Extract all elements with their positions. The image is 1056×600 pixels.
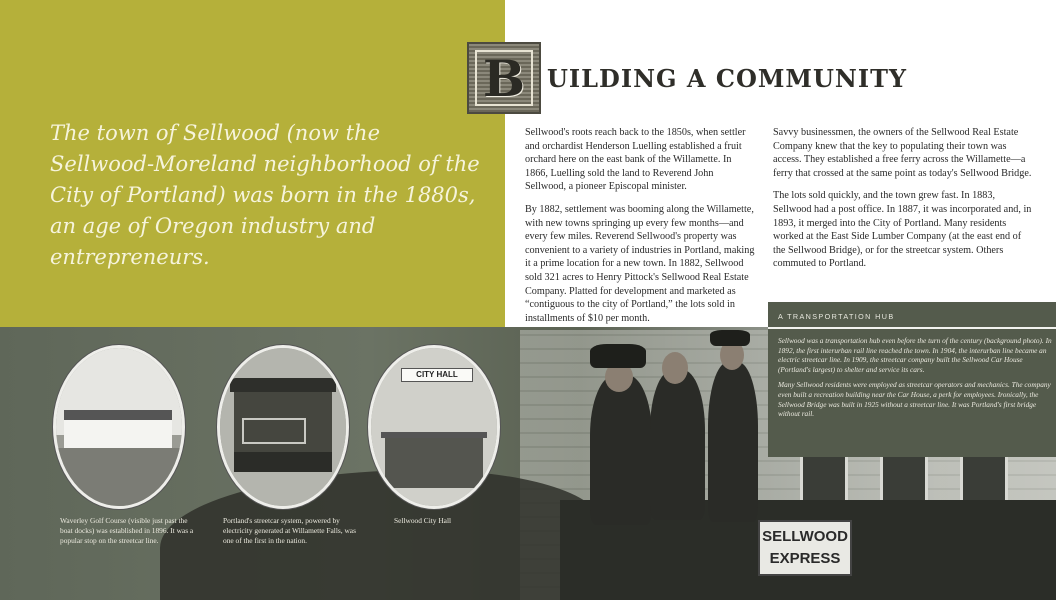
streetcar-photo bbox=[217, 345, 349, 509]
sign-line: SELLWOOD bbox=[762, 528, 848, 545]
photo-caption: Portland's streetcar system, powered by electricity generated at Willamette Falls, was one of the first in the nation. bbox=[223, 516, 356, 545]
photo-caption: Sellwood City Hall bbox=[394, 516, 452, 525]
people-on-wagon bbox=[560, 330, 780, 520]
title-text: UILDING A COMMUNITY bbox=[547, 64, 908, 93]
golf-course-photo bbox=[53, 345, 185, 509]
city-hall-photo bbox=[368, 345, 500, 509]
sidebar-title: A TRANSPORTATION HUB bbox=[778, 312, 895, 321]
city-hall-sign: CITY HALL bbox=[401, 368, 473, 382]
paragraph: Many Sellwood residents were employed as streetcar operators and mechanics. The company even built a recreation building near the Car House, a perk for employees. Ironically, the Sellwood Bridge was built in 1925 without a streetcar line. It was Portland's first bridge without rail. bbox=[778, 380, 1051, 419]
dropcap-box bbox=[467, 42, 541, 114]
transportation-hub-panel bbox=[768, 302, 1056, 457]
intro-text: The town of Sellwood (now the Sellwood-Moreland neighborhood of the City of Portland) was born in the 1880s, an age of Oregon industry and entrepreneurs. bbox=[50, 121, 480, 269]
body-column-2 bbox=[773, 126, 1035, 280]
body-column-1 bbox=[525, 126, 755, 334]
paragraph: Savvy businessmen, the owners of the Sellwood Real Estate Company knew that the key to populating their town was access. They established a free ferry across the Willamette—a ferry that crossed at the same point as today's Sellwood Bridge. bbox=[773, 127, 1032, 179]
paragraph: By 1882, settlement was booming along the Willamette, with new towns springing up every few months—and every few miles. Reverend Sellwood's property was convenient to a variety of industries in Portland, making it a prime location for a new town. In 1882, Sellwood sold 321 acres to Henry Pittock's Sellwood Real Estate Company. Platted for development and marketed as “contiguous to the city of Portland,” the lots sold in installments of $10 per month. bbox=[525, 203, 755, 324]
sidebar-text bbox=[778, 336, 1053, 425]
photo-caption: Waverley Golf Course (visible just past the boat docks) was established in 1896. It was a popular stop on the streetcar line. bbox=[60, 516, 194, 545]
sign-line: EXPRESS bbox=[769, 550, 841, 567]
paragraph: The lots sold quickly, and the town grew fast. In 1883, Sellwood had a post office. In 1887, it was incorporated and, in 1893, it merged into the City of Portland. Many residents worked at the East Side Lumber Company (at the east end of the Sellwood Bridge), or for the streetcar system. Others commuted to Portland. bbox=[773, 190, 1032, 270]
paragraph: Sellwood's roots reach back to the 1850s, when settler and orchardist Henderson Luelling established a fruit orchard here on the east bank of the Willamette. In 1866, Luelling sold the land to Reverend John Sellwood, a pioneer Episcopal minister. bbox=[525, 127, 746, 193]
dropcap-letter: B bbox=[475, 50, 533, 106]
paragraph: Sellwood was a transportation hub even before the turn of the century (background photo). In 1892, the first interurban rail line reached the town. In 1904, the interurban line became an electric streetcar line. In 1909, the streetcar company built the Sellwood Car House (Portland's largest) to shelter and service its cars. bbox=[778, 336, 1052, 374]
divider bbox=[768, 327, 1056, 329]
sellwood-express-sign bbox=[758, 520, 852, 576]
